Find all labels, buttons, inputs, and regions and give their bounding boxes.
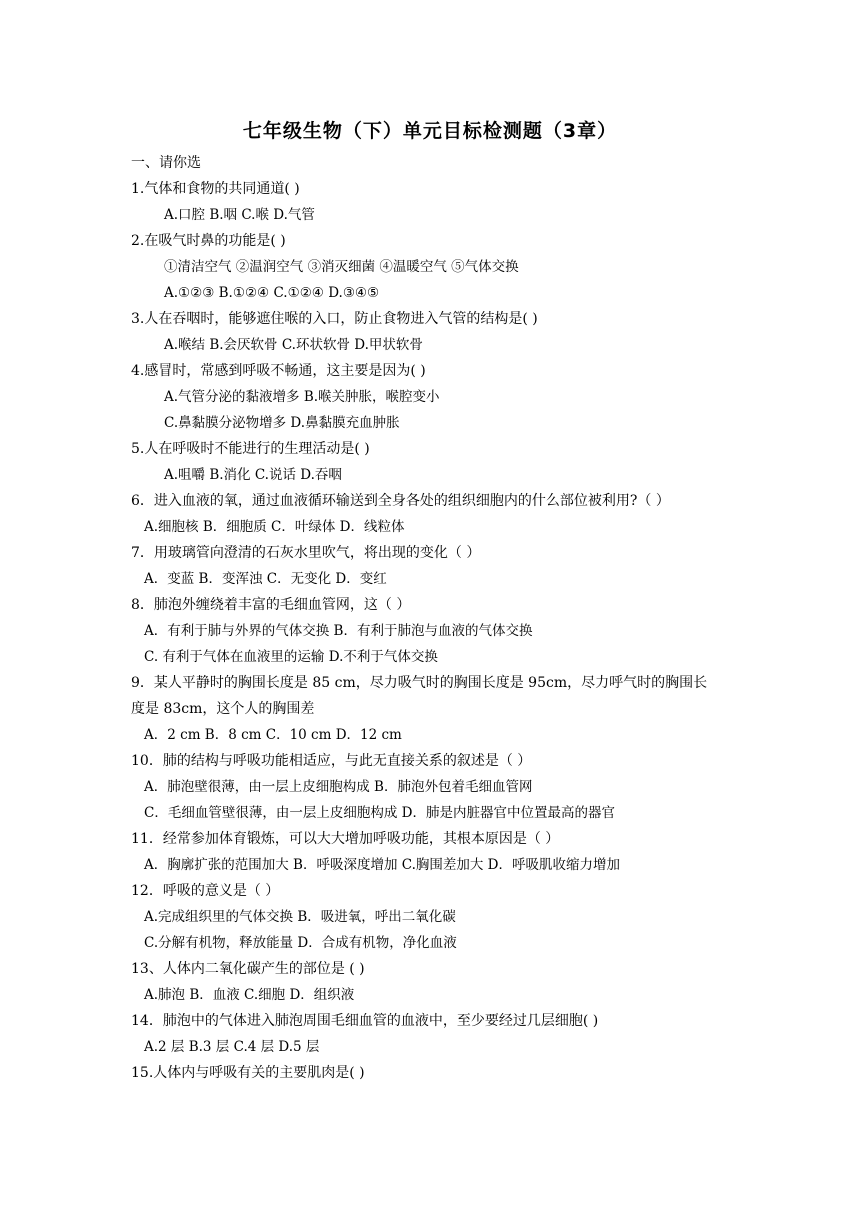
- question-line: 4.感冒时，常感到呼吸不畅通，这主要是因为( ): [131, 363, 426, 379]
- option-line: A.口腔 B.咽 C.喉 D.气管: [164, 207, 315, 223]
- question-line: 13、人体内二氧化碳产生的部位是 ( ): [131, 961, 365, 977]
- option-line: A.咀嚼 B.消化 C.说话 D.吞咽: [164, 467, 342, 483]
- question-list: [131, 150, 741, 1086]
- option-line: A.完成组织里的气体交换 B．吸进氧，呼出二氧化碳: [144, 909, 456, 925]
- option-line: C. 有利于气体在血液里的运输 D.不利于气体交换: [144, 649, 438, 665]
- option-line: A.①②③ B.①②④ C.①②④ D.③④⑤: [164, 285, 380, 301]
- question-line: 5.人在呼吸时不能进行的生理活动是( ): [131, 441, 370, 457]
- option-line: C．毛细血管壁很薄，由一层上皮细胞构成 D．肺是内脏器官中位置最高的器官: [144, 805, 615, 821]
- question-line: 12．呼吸的意义是（ ）: [131, 883, 280, 899]
- question-line: 6．进入血液的氧，通过血液循环输送到全身各处的组织细胞内的什么部位被利用?（ ）: [131, 493, 670, 509]
- option-line: A.喉结 B.会厌软骨 C.环状软骨 D.甲状软骨: [164, 337, 423, 353]
- question-line: 8．肺泡外缠绕着丰富的毛细血管网，这（ ）: [131, 597, 411, 613]
- option-line: A．有利于肺与外界的气体交换 B．有利于肺泡与血液的气体交换: [144, 623, 533, 639]
- option-line: C.分解有机物，释放能量 D．合成有机物，净化血液: [144, 935, 457, 951]
- page-title: 七年级生物（下）单元目标检测题（3章）: [242, 120, 618, 142]
- option-line: ①清洁空气 ②温润空气 ③消灭细菌 ④温暖空气 ⑤气体交换: [164, 259, 519, 275]
- question-line: 10．肺的结构与呼吸功能相适应，与此无直接关系的叙述是（ ）: [131, 753, 532, 769]
- option-line: A．胸廓扩张的范围加大 B．呼吸深度增加 C.胸围差加大 D．呼吸肌收缩力增加: [144, 857, 621, 873]
- question-line: 14．肺泡中的气体进入肺泡周围毛细血管的血液中，至少要经过几层细胞( ): [131, 1013, 599, 1029]
- question-line: 11．经常参加体育锻炼，可以大大增加呼吸功能，其根本原因是（ ）: [131, 831, 560, 847]
- question-line: 7．用玻璃管向澄清的石灰水里吹气，将出现的变化（ ）: [131, 545, 481, 561]
- option-line: A.肺泡 B．血液 C.细胞 D．组织液: [144, 987, 355, 1003]
- question-line: 15.人体内与呼吸有关的主要肌肉是( ): [131, 1065, 365, 1081]
- question-line: 度是 83cm，这个人的胸围差: [131, 701, 315, 717]
- question-line: 2.在吸气时鼻的功能是( ): [131, 233, 286, 249]
- option-line: A.细胞核 B．细胞质 C．叶绿体 D．线粒体: [144, 519, 405, 535]
- option-line: A.气管分泌的黏液增多 B.喉关肿胀，喉腔变小: [164, 389, 440, 405]
- question-line: 3.人在吞咽时，能够遮住喉的入口，防止食物进入气管的结构是( ): [131, 311, 538, 327]
- option-line: A．变蓝 B．变浑浊 C．无变化 D．变红: [144, 571, 387, 587]
- question-line: 1.气体和食物的共同通道( ): [131, 181, 300, 197]
- section-heading: 一、请你选: [131, 155, 201, 171]
- option-line: A．肺泡壁很薄，由一层上皮细胞构成 B．肺泡外包着毛细血管网: [144, 779, 533, 795]
- option-line: A．2 cm B．8 cm C．10 cm D．12 cm: [144, 727, 402, 743]
- option-line: A.2 层 B.3 层 C.4 层 D.5 层: [144, 1039, 320, 1055]
- question-line: 9．某人平静时的胸围长度是 85 cm，尽力吸气时的胸围长度是 95cm，尽力呼气时的胸围长: [131, 675, 708, 691]
- option-line: C.鼻黏膜分泌物增多 D.鼻黏膜充血肿胀: [164, 415, 400, 431]
